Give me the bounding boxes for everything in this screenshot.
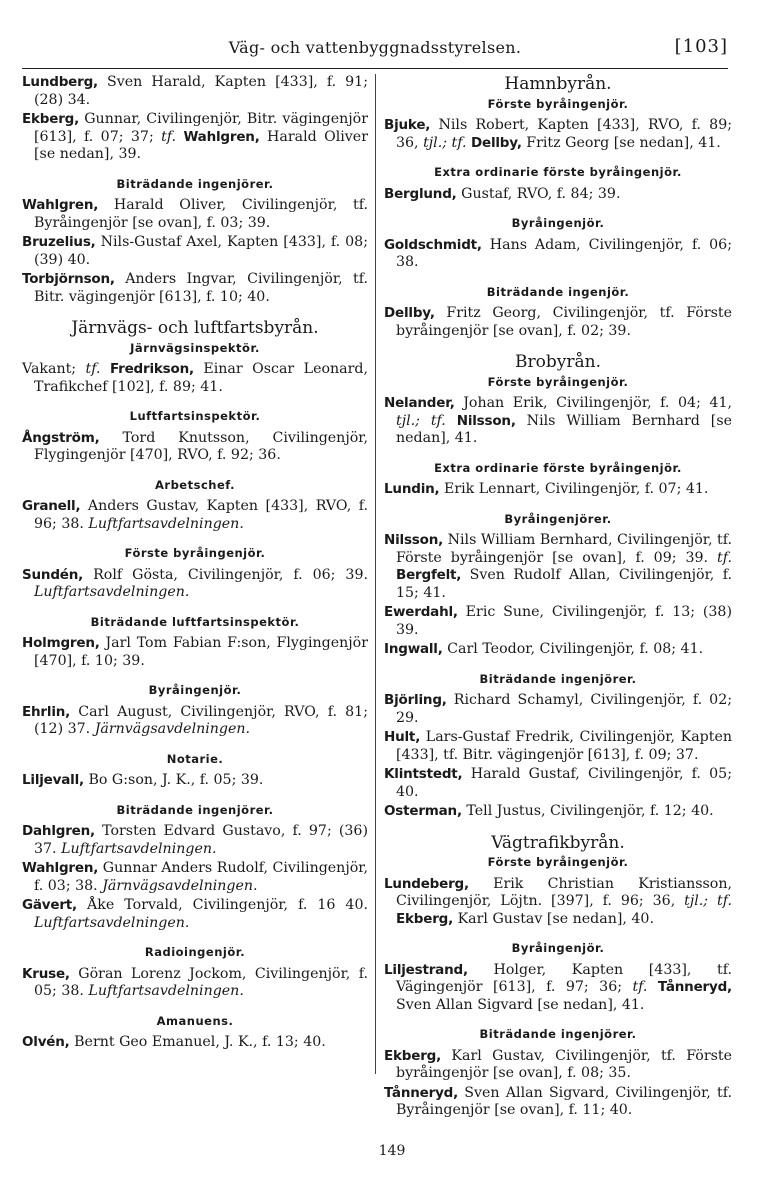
directory-entry <box>384 532 732 602</box>
subsection-heading: Biträdande ingenjörer. <box>479 671 637 686</box>
subsection-heading: Förste byråingenjör. <box>487 96 629 111</box>
section-heading: Brobyrån. <box>515 352 601 372</box>
directory-entry <box>384 117 732 152</box>
entry-name-secondary: Dellby, <box>466 134 522 151</box>
entry-text: Rolf Gösta, Civilingenjör, f. 06; 39. <box>83 566 368 583</box>
entry-text-secondary: Nils William Bernhard [se nedan], 41. <box>396 412 732 446</box>
page-number: [103] <box>674 36 728 57</box>
subsection-heading: Biträdande ingenjör. <box>486 284 630 299</box>
entry-text: Vakant; <box>22 361 86 377</box>
entry-note: tf. <box>85 361 101 377</box>
entry-text: Hans Adam, Civilingenjör, f. 06; 38. <box>396 236 732 270</box>
directory-entry <box>22 111 368 164</box>
entry-text: Johan Erik, Civilingenjör, f. 04; 41, <box>454 395 732 411</box>
directory-entry <box>384 395 732 448</box>
entry-name: Dellby, <box>384 305 435 321</box>
entry-text: Lars-Gustaf Fredrik, Civilingenjör, Kapten [433], tf. Bitr. vägingenjör [613], f. 09; 37. <box>396 729 732 763</box>
entry-text: Sven Allan Sigvard, Civilingenjör, tf. Byråingenjör [se ovan], f. 11; 40. <box>396 1084 732 1118</box>
directory-entry <box>384 1048 732 1083</box>
entry-name: Sundén, <box>22 566 84 583</box>
directory-entry <box>384 604 732 639</box>
directory-entry <box>384 1085 732 1120</box>
directory-entry <box>22 635 368 670</box>
entry-text: Gustaf, RVO, f. 84; 39. <box>456 185 621 202</box>
directory-entry <box>384 692 732 727</box>
directory-entry <box>22 823 368 858</box>
section-heading: Järnvägs- och luftfartsbyrån. <box>71 318 319 338</box>
entry-name: Wahlgren, <box>22 860 99 876</box>
entry-note: Järnvägsavdelningen. <box>94 721 251 737</box>
entry-name: Liljestrand, <box>384 961 468 978</box>
running-title: Väg- och vattenbyggnadsstyrelsen. <box>228 38 522 57</box>
entry-text: Bo G:son, J. K., f. 05; 39. <box>83 772 264 788</box>
entry-name: Ångström, <box>22 429 100 446</box>
entry-text: Sven Harald, Kapten [433], f. 91; (28) 34. <box>34 74 368 108</box>
entry-name: Granell, <box>22 498 81 514</box>
entry-name: Dahlgren, <box>22 823 95 839</box>
directory-entry <box>384 305 732 340</box>
directory-entry <box>384 186 732 204</box>
folio-number: 149 <box>378 1143 406 1159</box>
entry-note: Luftfartsavdelningen. <box>34 914 190 931</box>
column-divider <box>375 74 376 1074</box>
entry-name-secondary: Fredrikson, <box>100 361 194 377</box>
directory-entry <box>22 897 368 932</box>
subsection-heading: Notarie. <box>166 751 224 766</box>
section-heading: Hamnbyrån. <box>504 74 612 94</box>
directory-entry <box>384 803 732 821</box>
directory-entry <box>22 567 368 602</box>
entry-name: Olvén, <box>22 1034 70 1050</box>
entry-name: Berglund, <box>384 185 457 202</box>
entry-text: Richard Schamyl, Civilingenjör, f. 02; 29. <box>396 692 732 726</box>
entry-name-secondary: Ekberg, <box>396 910 454 927</box>
entry-note: Järnvägsavdelningen. <box>102 877 258 894</box>
entry-text: Göran Lorenz Jockom, Civilingenjör, f. 05; 38. <box>34 965 368 999</box>
subsection-heading: Järnvägsinspektör. <box>130 340 260 355</box>
entry-name: Klintstedt, <box>384 766 463 782</box>
entry-text-secondary: Harald Oliver [se nedan], 39. <box>34 128 368 162</box>
entry-text: Fritz Georg, Civilingenjör, tf. Förste byråingenjör [se ovan], f. 02; 39. <box>396 305 732 339</box>
directory-entry <box>22 498 368 533</box>
directory-entry <box>384 481 732 499</box>
entry-note: Luftfartsavdelningen. <box>88 515 244 532</box>
subsection-heading: Radioingenjör. <box>144 945 246 959</box>
entry-text: Nils William Bernhard, Civilingenjör, tf. Förste byråingenjör [se ovan], f. 09; 39. <box>396 532 732 566</box>
entry-name: Lundin, <box>384 481 440 497</box>
entry-name: Torbjörnson, <box>22 271 115 287</box>
entry-text: Anders Ingvar, Civilingenjör, tf. Bitr. vägingenjör [613], f. 10; 40. <box>34 271 368 305</box>
directory-entry <box>22 1034 368 1052</box>
entry-name-secondary: Nilsson, <box>445 412 516 429</box>
directory-entry <box>22 74 368 109</box>
subsection-heading: Amanuens. <box>156 1013 234 1028</box>
left-column <box>22 74 368 1054</box>
entry-note: tf. <box>717 549 732 566</box>
entry-name: Nelander, <box>384 395 455 411</box>
subsection-heading: Förste byråingenjör. <box>487 374 629 389</box>
entry-text: Torsten Edvard Gustavo, f. 97; (36) 37. <box>34 823 368 857</box>
directory-entry <box>22 860 368 895</box>
entry-text: Harald Gustaf, Civilingenjör, f. 05; 40. <box>396 766 732 800</box>
entry-text: Gunnar, Civilingenjör, Bitr. vägingenjör [613], f. 07; 37; <box>34 111 368 145</box>
subsection-heading: Byråingenjör. <box>148 683 242 697</box>
entry-name: Lundberg, <box>22 74 98 90</box>
directory-entry <box>384 729 732 764</box>
entry-name: Ewerdahl, <box>384 604 458 620</box>
directory-entry <box>384 766 732 801</box>
entry-name: Tånneryd, <box>384 1084 459 1101</box>
directory-entry <box>22 271 368 306</box>
entry-text: Eric Sune, Civilingenjör, f. 13; (38) 39. <box>396 604 732 638</box>
entry-text: Nils-Gustaf Axel, Kapten [433], f. 08; (39) 40. <box>34 234 368 268</box>
directory-entry <box>384 641 732 659</box>
directory-entry <box>22 234 368 269</box>
subsection-heading: Biträdande ingenjörer. <box>116 802 274 817</box>
entry-text: Erik Lennart, Civilingenjör, f. 07; 41. <box>439 481 709 497</box>
entry-name: Hult, <box>384 729 421 745</box>
entry-note: tf. <box>632 979 648 995</box>
subsection-heading: Biträdande ingenjörer. <box>479 1027 637 1041</box>
directory-entry <box>22 704 368 739</box>
entry-name: Ekberg, <box>22 111 80 127</box>
entry-name: Osterman, <box>384 803 462 819</box>
subsection-heading: Förste byråingenjör. <box>487 855 629 869</box>
entry-name: Nilsson, <box>384 532 444 548</box>
entry-note: Luftfartsavdelningen. <box>34 584 190 600</box>
subsection-heading: Byråingenjör. <box>511 216 605 230</box>
entry-name: Bjuke, <box>384 117 431 133</box>
entry-name: Björling, <box>384 692 447 708</box>
entry-text-secondary: Einar Oscar Leonard, Trafikchef [102], f. 89; 41. <box>34 361 369 395</box>
directory-entry <box>384 237 732 272</box>
entry-text: Gunnar Anders Rudolf, Civilingenjör, f. 03; 38. <box>34 860 368 894</box>
entry-text: Åke Torvald, Civilingenjör, f. 16 40. <box>77 897 368 913</box>
entry-text: Jarl Tom Fabian F:son, Flygingenjör [470], f. 10; 39. <box>34 635 368 669</box>
right-column <box>384 74 732 1122</box>
entry-text-secondary: Fritz Georg [se nedan], 41. <box>521 134 721 151</box>
entry-text: Holger, Kapten [433], tf. Vägingenjör [613], f. 97; 36; <box>396 961 732 995</box>
directory-entry <box>384 876 732 929</box>
entry-text-secondary: Karl Gustav [se nedan], 40. <box>453 910 654 927</box>
entry-text-secondary: Sven Rudolf Allan, Civilingenjör, f. 15; 41. <box>396 567 732 601</box>
entry-note: tjl.; tf. <box>423 134 467 151</box>
entry-note: Luftfartsavdelningen. <box>61 840 217 857</box>
entry-name-secondary: Tånneryd, <box>647 979 732 995</box>
entry-text: Tell Justus, Civilingenjör, f. 12; 40. <box>461 803 714 819</box>
entry-text: Carl Teodor, Civilingenjör, f. 08; 41. <box>442 641 704 657</box>
subsection-heading: Biträdande luftfartsinspektör. <box>90 614 300 629</box>
subsection-heading: Extra ordinarie förste byråingenjör. <box>434 460 682 475</box>
entry-note: tjl.; tf. <box>684 893 732 909</box>
entry-note: tf. <box>161 128 177 145</box>
subsection-heading: Luftfartsinspektör. <box>129 409 261 423</box>
entry-text: Karl Gustav, Civilingenjör, tf. Förste byråingenjör [se ovan], f. 08; 35. <box>396 1047 732 1081</box>
directory-entry <box>22 430 368 465</box>
entry-text: Nils Robert, Kapten [433], RVO, f. 89; 36, <box>396 117 732 151</box>
entry-name-secondary: Bergfelt, <box>396 567 462 583</box>
subsection-heading: Byråingenjör. <box>511 941 605 955</box>
entry-note: tjl.; tf. <box>396 412 446 429</box>
directory-entry <box>22 361 368 396</box>
entry-text: Harald Oliver, Civilingenjör, tf. Byråingenjör [se ovan], f. 03; 39. <box>34 197 368 231</box>
entry-name: Lundeberg, <box>384 875 469 892</box>
entry-text: Tord Knutsson, Civilingenjör, Flygingenjör [470], RVO, f. 92; 36. <box>34 429 368 463</box>
entry-name: Holmgren, <box>22 635 100 651</box>
entry-name: Goldschmidt, <box>384 236 482 253</box>
subsection-heading: Förste byråingenjör. <box>124 546 266 560</box>
directory-entry <box>22 966 368 1001</box>
section-heading: Vägtrafikbyrån. <box>491 832 625 853</box>
entry-text: Anders Gustav, Kapten [433], RVO, f. 96; 38. <box>34 498 368 532</box>
running-header <box>22 36 728 69</box>
entry-text: Carl August, Civilingenjör, RVO, f. 81; (12) 37. <box>34 703 368 737</box>
directory-entry <box>384 962 732 1015</box>
entry-name: Liljevall, <box>22 772 84 788</box>
entry-name: Ehrlin, <box>22 703 71 720</box>
entry-name: Ekberg, <box>384 1047 442 1064</box>
directory-entry <box>22 772 368 790</box>
entry-text: Erik Christian Kristiansson, Civilingenjör, Löjtn. [397], f. 96; 36, <box>396 875 732 909</box>
subsection-heading: Arbetschef. <box>155 477 235 492</box>
entry-name: Wahlgren, <box>22 197 99 213</box>
entry-text: Bernt Geo Emanuel, J. K., f. 13; 40. <box>69 1034 326 1050</box>
entry-name-secondary: Wahlgren, <box>176 128 260 145</box>
directory-entry <box>22 197 368 232</box>
entry-note: Luftfartsavdelningen. <box>88 983 244 999</box>
entry-name: Gävert, <box>22 897 77 913</box>
entry-text-secondary: Sven Allan Sigvard [se nedan], 41. <box>396 996 645 1013</box>
entry-name: Kruse, <box>22 965 70 982</box>
entry-name: Bruzelius, <box>22 234 96 250</box>
subsection-heading: Biträdande ingenjörer. <box>116 176 274 191</box>
subsection-heading: Byråingenjörer. <box>504 511 612 526</box>
entry-name: Ingwall, <box>384 641 443 657</box>
subsection-heading: Extra ordinarie förste byråingenjör. <box>434 165 682 179</box>
